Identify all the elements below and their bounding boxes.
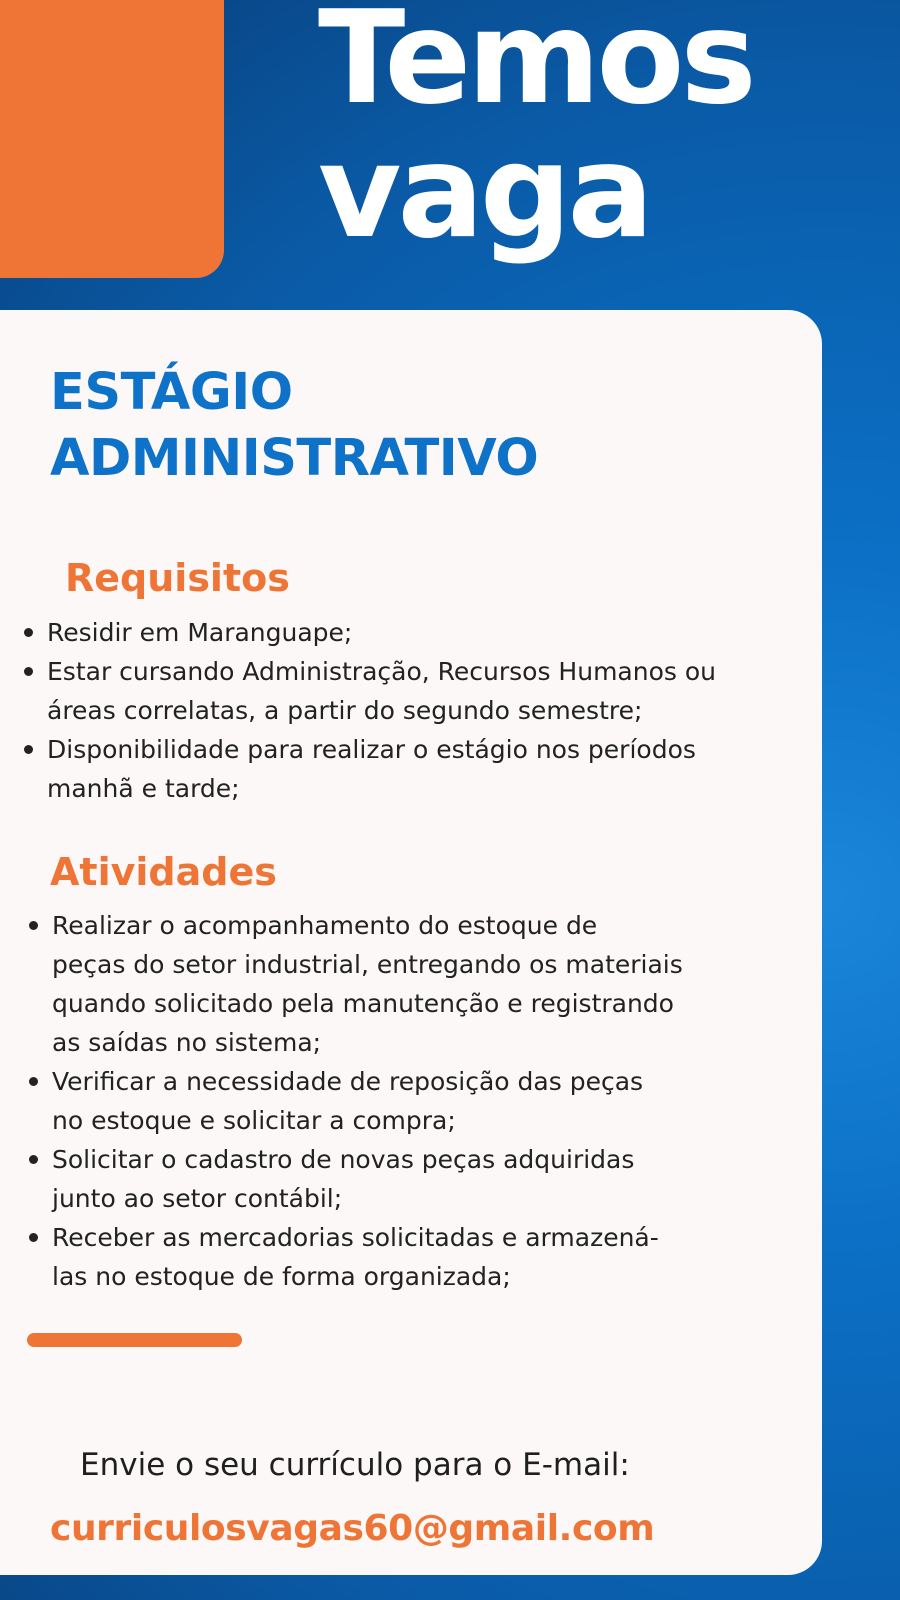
activity-item-3-line-1: Solicitar o cadastro de novas peças adquiridas xyxy=(52,1145,635,1174)
activity-item-4-line-1: Receber as mercadorias solicitadas e armazená- xyxy=(52,1223,659,1252)
requirement-item-3-line-1: Disponibilidade para realizar o estágio nos períodos xyxy=(47,735,696,764)
job-title-line-1: ESTÁGIO xyxy=(50,363,293,422)
requirement-item xyxy=(24,730,794,808)
activity-item-2-line-1: Verificar a necessidade de reposição das peças xyxy=(52,1067,644,1096)
requirement-item-3-line-2: manhã e tarde; xyxy=(47,774,240,803)
activity-item xyxy=(29,1062,789,1140)
activities-heading: Atividades xyxy=(50,850,277,894)
activity-item xyxy=(29,1140,789,1218)
activity-item xyxy=(29,1218,789,1296)
job-title xyxy=(50,360,770,492)
orange-divider xyxy=(27,1333,242,1347)
headline xyxy=(318,0,878,267)
requirement-item-2-line-2: áreas correlatas, a partir do segundo semestre; xyxy=(47,696,643,725)
job-title-line-2: ADMINISTRATIVO xyxy=(50,429,539,488)
activity-item-3-line-2: junto ao setor contábil; xyxy=(52,1184,343,1213)
activity-item-4-line-2: las no estoque de forma organizada; xyxy=(52,1262,511,1291)
requirement-item xyxy=(24,652,794,730)
contact-email: curriculosvagas60@gmail.com xyxy=(50,1508,655,1549)
requirements-heading: Requisitos xyxy=(65,556,290,600)
requirement-item-2-line-1: Estar cursando Administração, Recursos Humanos ou xyxy=(47,657,716,686)
activities-list xyxy=(29,906,789,1296)
orange-corner-shape xyxy=(0,0,224,278)
headline-line-1: Temos xyxy=(318,0,753,133)
requirement-item-1-line-1: Residir em Maranguape; xyxy=(47,618,353,647)
activity-item xyxy=(29,906,789,1062)
requirements-list xyxy=(24,613,794,808)
job-card xyxy=(0,310,822,1575)
activity-item-1-line-2: peças do setor industrial, entregando os materiais xyxy=(52,950,683,979)
activity-item-1-line-1: Realizar o acompanhamento do estoque de xyxy=(52,911,598,940)
activity-item-2-line-2: no estoque e solicitar a compra; xyxy=(52,1106,456,1135)
contact-prompt: Envie o seu currículo para o E-mail: xyxy=(80,1447,630,1483)
requirement-item xyxy=(24,613,794,652)
activity-item-1-line-3: quando solicitado pela manutenção e registrando xyxy=(52,989,674,1018)
activity-item-1-line-4: as saídas no sistema; xyxy=(52,1028,322,1057)
headline-line-2: vaga xyxy=(318,118,650,267)
